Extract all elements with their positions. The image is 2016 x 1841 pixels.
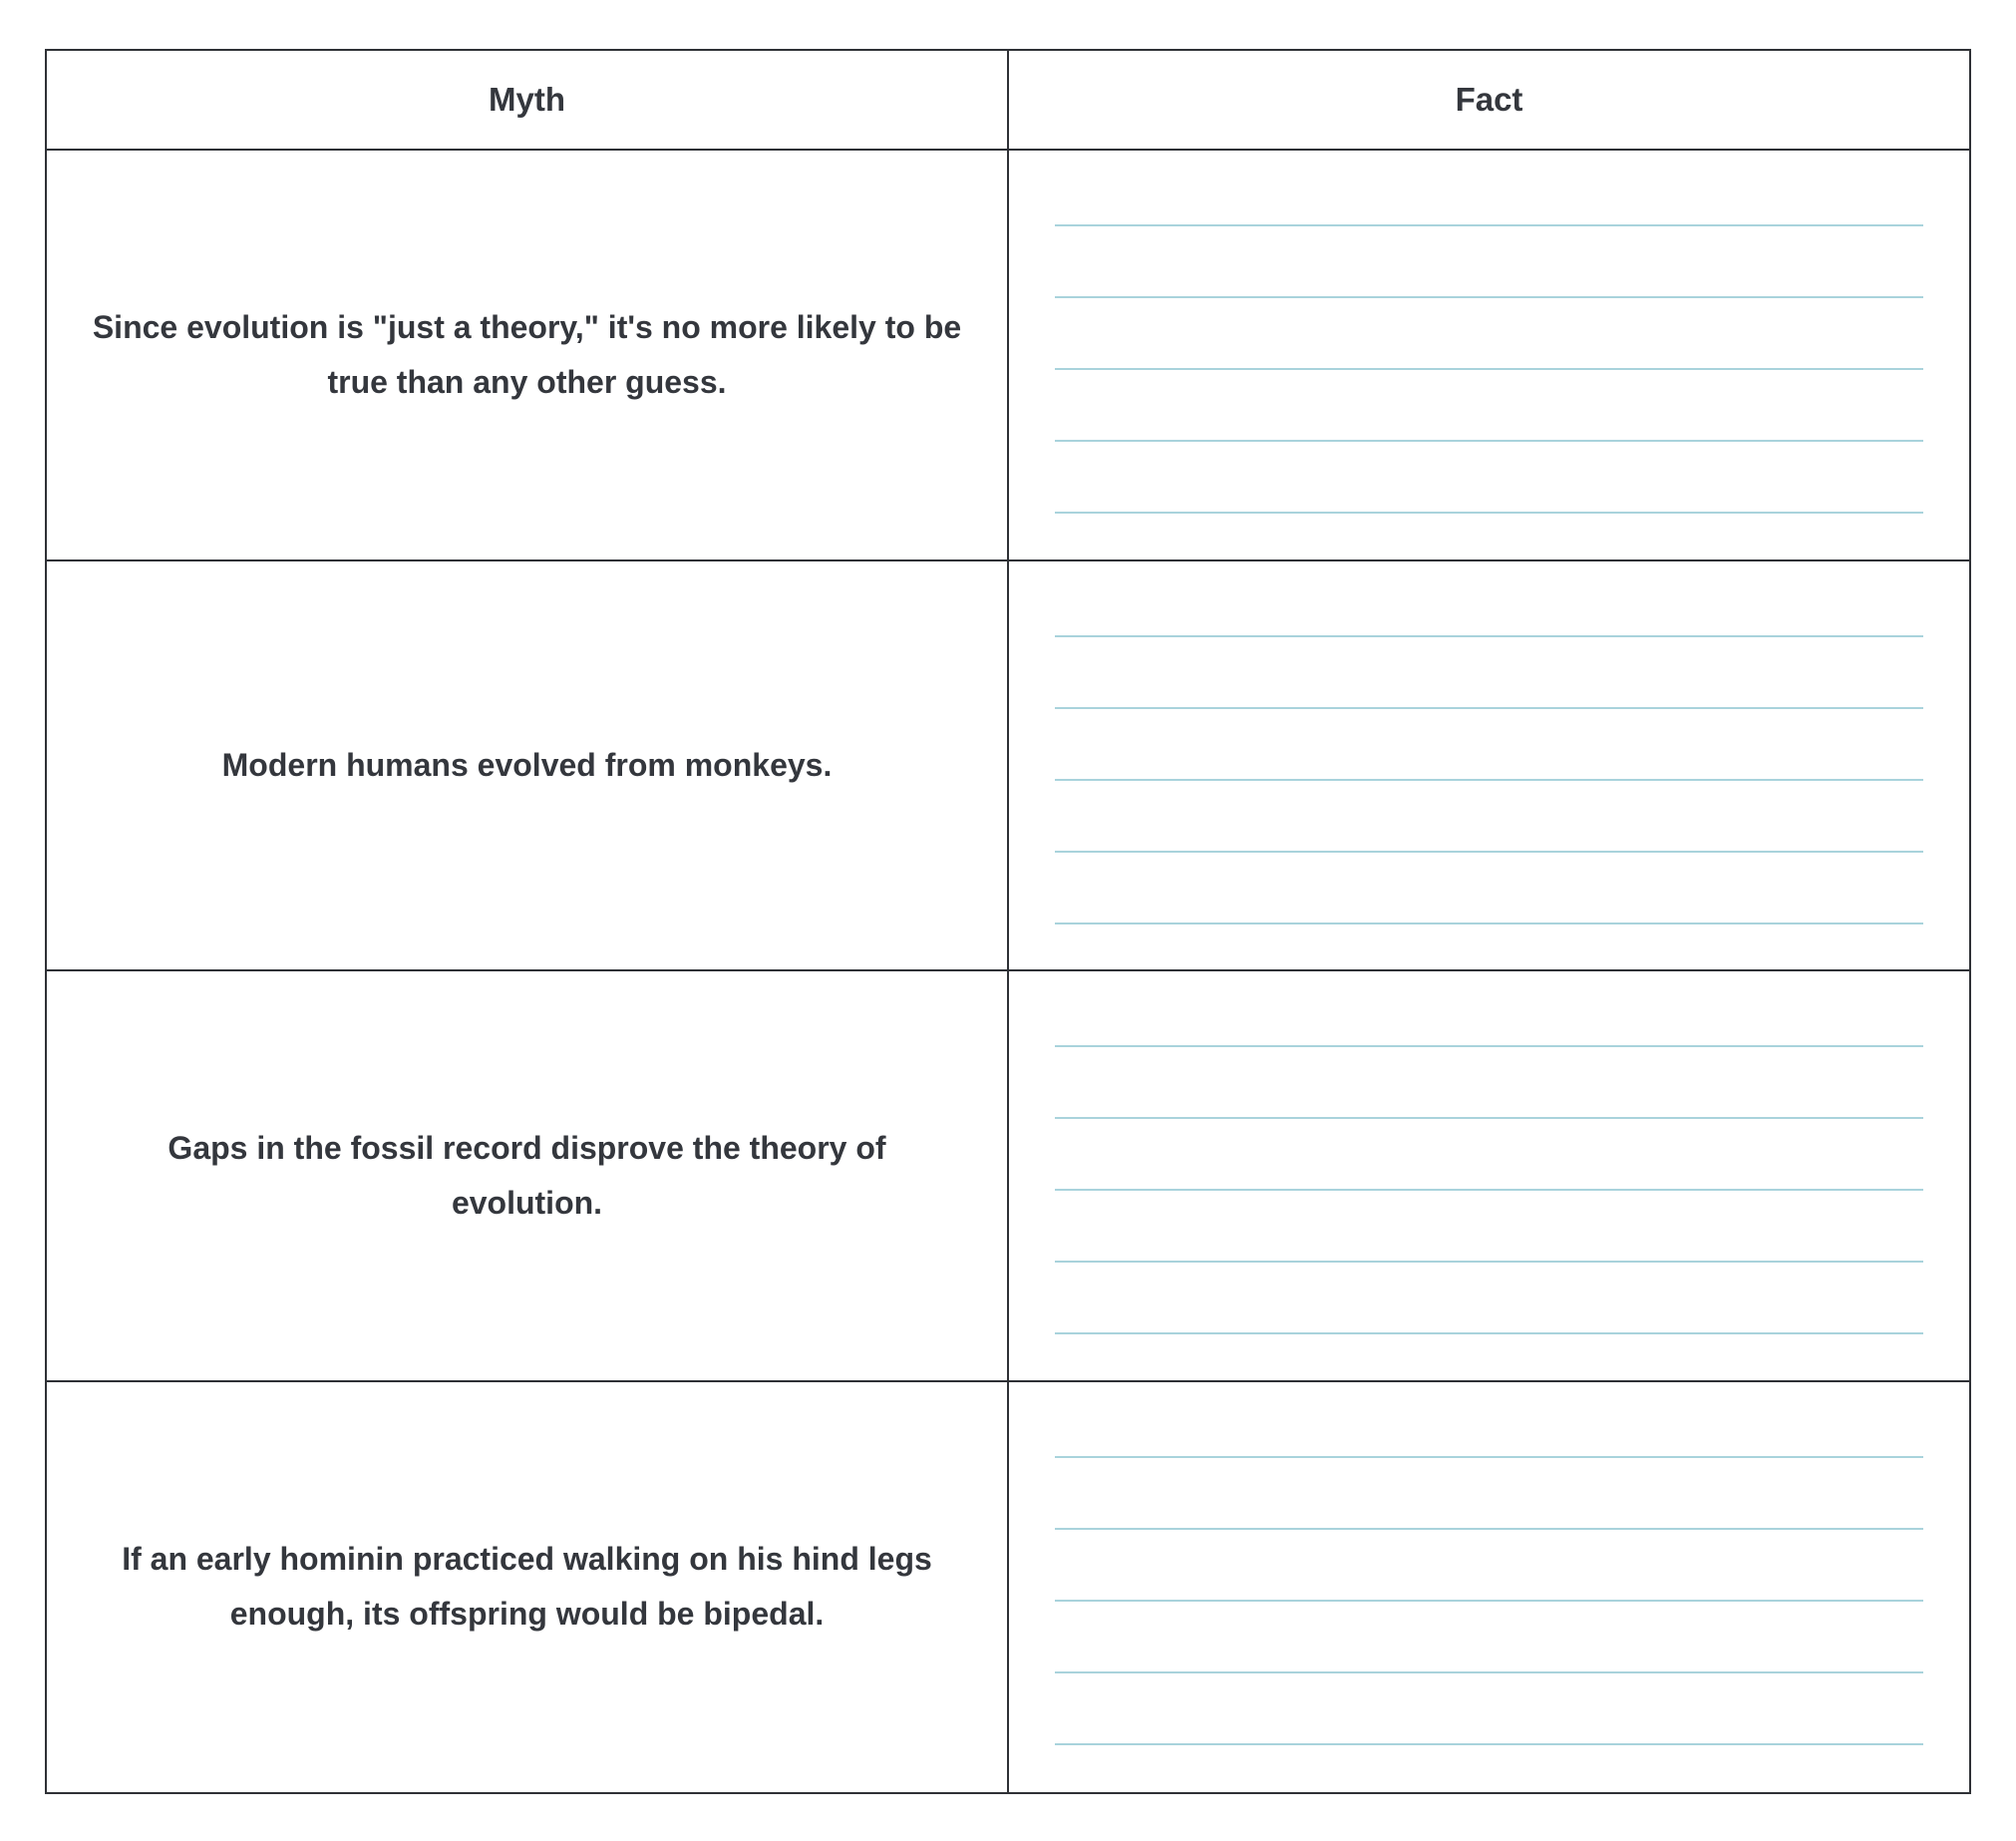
fact-answer-area[interactable] <box>1009 151 1969 561</box>
myth-statement: Modern humans evolved from monkeys. <box>221 746 833 783</box>
myth-statement: Since evolution is "just a theory," it's no more likely to be true than any other guess. <box>92 308 962 400</box>
writing-line <box>1055 707 1923 709</box>
fact-answer-area[interactable] <box>1009 561 1969 972</box>
myth-cell <box>47 561 1009 972</box>
writing-line <box>1055 1189 1923 1191</box>
writing-line <box>1055 440 1923 442</box>
writing-line <box>1055 368 1923 370</box>
writing-line <box>1055 512 1923 514</box>
fact-answer-area[interactable] <box>1009 1382 1969 1793</box>
writing-line <box>1055 1332 1923 1334</box>
writing-line <box>1055 851 1923 853</box>
fact-column-header: Fact <box>1009 51 1969 151</box>
writing-line <box>1055 635 1923 637</box>
writing-line <box>1055 224 1923 226</box>
writing-line <box>1055 1528 1923 1530</box>
writing-line <box>1055 922 1923 924</box>
myth-column-header: Myth <box>47 51 1009 151</box>
fact-answer-area[interactable] <box>1009 971 1969 1382</box>
myth-cell <box>47 971 1009 1382</box>
writing-line <box>1055 1045 1923 1047</box>
writing-line <box>1055 1117 1923 1119</box>
writing-line <box>1055 1743 1923 1745</box>
writing-line <box>1055 1671 1923 1673</box>
writing-line <box>1055 1456 1923 1458</box>
writing-line <box>1055 296 1923 298</box>
myth-statement: Gaps in the fossil record disprove the theory of evolution. <box>168 1129 886 1221</box>
myth-cell <box>47 151 1009 561</box>
myth-fact-table <box>45 49 1971 1794</box>
writing-line <box>1055 1261 1923 1263</box>
writing-line <box>1055 779 1923 781</box>
myth-statement: If an early hominin practiced walking on his hind legs enough, its offspring would be bipedal. <box>122 1541 932 1633</box>
writing-line <box>1055 1600 1923 1602</box>
myth-cell <box>47 1382 1009 1793</box>
